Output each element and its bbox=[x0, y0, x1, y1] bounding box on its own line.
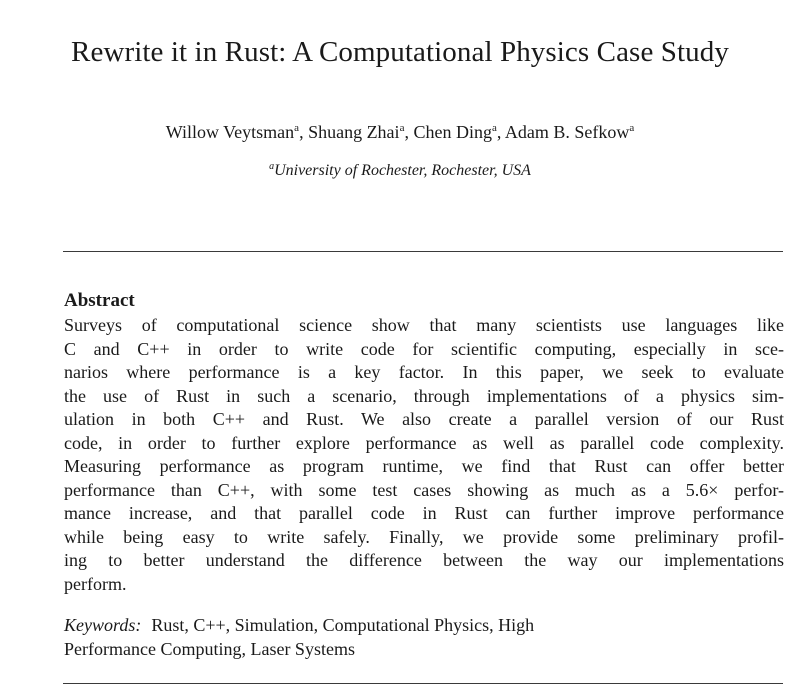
keywords-text: Rust, C++, Simulation, Computational Physics, High bbox=[151, 615, 535, 635]
keywords-block bbox=[64, 614, 784, 661]
abstract-heading: Abstract bbox=[64, 289, 135, 311]
abstract-line: ing to better understand the difference between the way our implementations bbox=[64, 550, 784, 570]
abstract-body bbox=[64, 314, 784, 596]
paper-title: Rewrite it in Rust: A Computational Physics Case Study bbox=[71, 36, 729, 69]
author-name: Chen Ding bbox=[413, 122, 492, 142]
affiliation bbox=[60, 160, 740, 182]
affiliation-text: University of Rochester, Rochester, USA bbox=[274, 162, 531, 179]
author-name: Willow Veytsman bbox=[165, 122, 295, 142]
abstract-line: code, in order to further explore performance as well as parallel code complexity. bbox=[64, 432, 784, 453]
affiliation-marker: a bbox=[269, 161, 275, 172]
abstract-line: performance than C++, with some test cases showing as much as a 5.6× perfor- bbox=[64, 479, 784, 500]
keywords-line bbox=[64, 614, 784, 638]
author-name: Shuang Zhai bbox=[308, 122, 400, 142]
author-affiliation-marker: a bbox=[629, 122, 635, 134]
author-affiliation-marker: a bbox=[399, 122, 405, 134]
author-affiliation-marker: a bbox=[491, 122, 497, 134]
abstract-line: Measuring performance as program runtime, we find that Rust can offer better bbox=[64, 456, 784, 476]
section-divider-bottom bbox=[63, 683, 783, 684]
section-divider-top bbox=[63, 251, 783, 252]
author-list: Willow Veytsman$^a$, Shuang Zhai$^a$, Chen Ding$^a$, Adam B. Sefkow$^a$ bbox=[165, 122, 635, 142]
abstract-line: Surveys of computational science show that many scientists use languages like bbox=[64, 315, 784, 335]
abstract-line: while being easy to write safely. Finally, we provide some preliminary profil- bbox=[64, 526, 784, 547]
abstract-line: the use of Rust in such a scenario, through implementations of a physics sim- bbox=[64, 385, 784, 406]
abstract-line: ulation in both C++ and Rust. We also create a parallel version of our Rust bbox=[64, 409, 784, 429]
abstract-line: perform. bbox=[64, 573, 127, 594]
abstract-line: C and C++ in order to write code for scientific computing, especially in sce- bbox=[64, 338, 784, 359]
author-affiliation-marker: a bbox=[294, 122, 300, 134]
abstract-line: narios where performance is a key factor. In this paper, we seek to evaluate bbox=[64, 362, 784, 382]
keywords-label: Keywords: bbox=[64, 615, 142, 635]
keywords-line: Performance Computing, Laser Systems bbox=[64, 638, 355, 659]
abstract-line: mance increase, and that parallel code in Rust can further improve performance bbox=[64, 503, 784, 523]
author-name: Adam B. Sefkow bbox=[504, 122, 630, 142]
